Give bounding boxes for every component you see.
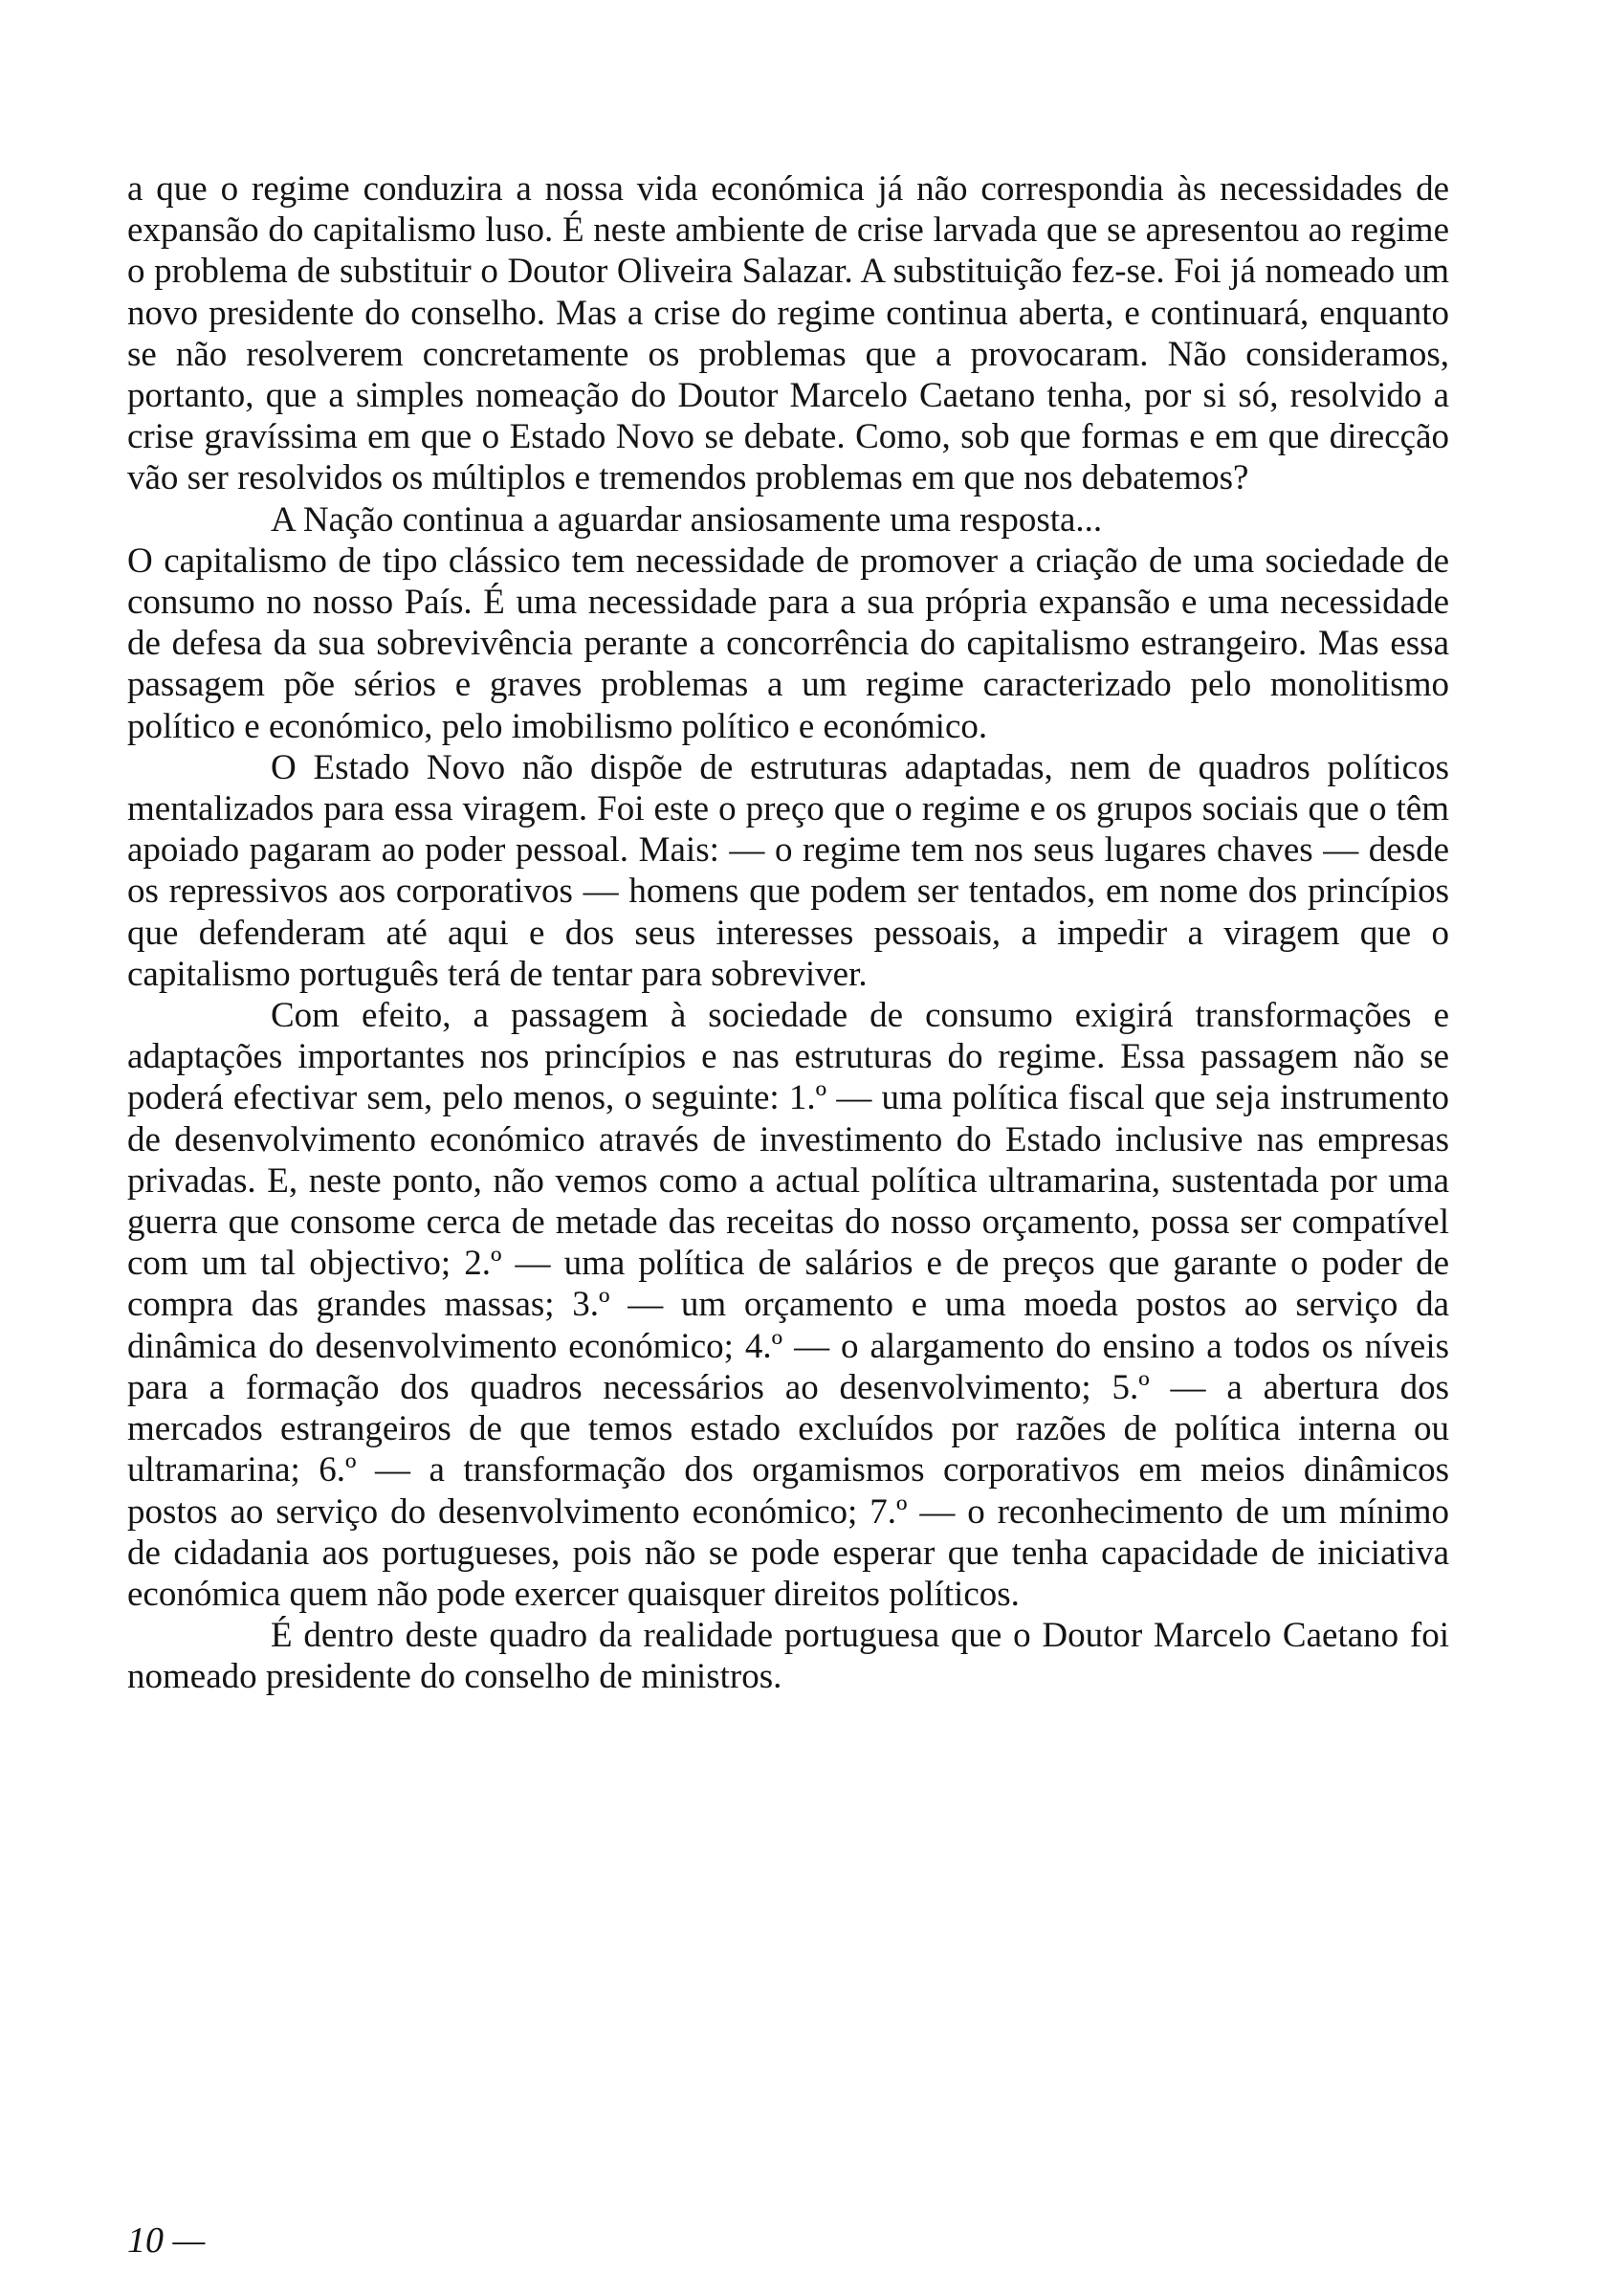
paragraph: A Nação continua a aguardar ansiosamente uma resposta...: [271, 499, 1103, 540]
paragraph: a que o regime conduzira a nossa vida económica já não correspondia às necessidades de expansão do capitalismo luso. É neste ambiente de crise larvada que se apresentou ao regime o problema de substituir o Doutor Oliveira Salazar. A substituição fez-se. Foi já nomeado um novo presidente do conselho. Mas a crise do regime continua aberta, e continuará, enquanto se não resolverem concretamente os problemas que a provocaram. Não consideramos, portanto, que a simples nomeação do Doutor Marcelo Caetano tenha, por si só, resolvido a crise gravíssima em que o Estado Novo se debate. Como, sob que formas e em que direcção vão ser resolvidos os múltiplos e tremendos problemas em que nos debatemos?: [127, 169, 1449, 498]
paragraph: O capitalismo de tipo clássico tem necessidade de promover a criação de uma sociedade de consumo no nosso País. É uma necessidade para a sua própria expansão e uma necessidade de defesa da sua sobrevivência perante a concorrência do capitalismo estrangeiro. Mas essa passagem põe sérios e graves problemas a um regime caracterizado pelo monolitismo político e económico, pelo imobilismo político e económico.: [127, 541, 1449, 746]
page-number: 10 —: [127, 2220, 206, 2261]
paragraph: Com efeito, a passagem à sociedade de consumo exigirá transformações e adaptações importantes nos princípios e nas estruturas do regime. Essa passagem não se poderá efectivar sem, pelo menos, o seguinte: 1.º — uma política fiscal que seja instrumento de desenvolvimento económico através de investimento do Estado inclusive nas empresas privadas. E, neste ponto, não vemos como a actual política ultramarina, sustentada por uma guerra que consome cerca de metade das receitas do nosso orçamento, possa ser compatível com um tal objectivo; 2.º — uma política de salários e de preços que garante o poder de compra das grandes massas; 3.º — um orçamento e uma moeda postos ao serviço da dinâmica do desenvolvimento económico; 4.º — o alargamento do ensino a todos os níveis para a formação dos quadros necessários ao desenvolvimento; 5.º — a abertura dos mercados estrangeiros de que temos estado excluídos por razões de política interna ou ultramarina; 6.º — a transformação dos orgamismos corporativos em meios dinâmicos postos ao serviço do desenvolvimento económico; 7.º — o reconhecimento de um mínimo de cidadania aos portugueses, pois não se pode esperar que tenha capacidade de iniciativa económica quem não pode exercer quaisquer direitos políticos.: [127, 996, 1449, 1614]
paragraph: É dentro deste quadro da realidade portuguesa que o Doutor Marcelo Caetano foi nomeado presidente do conselho de ministros.: [127, 1616, 1449, 1697]
document-body: [127, 168, 1449, 1698]
paragraph: O Estado Novo não dispõe de estruturas adaptadas, nem de quadros políticos mentalizados para essa viragem. Foi este o preço que o regime e os grupos sociais que o têm apoiado pagaram ao poder pessoal. Mais: — o regime tem nos seus lugares chaves — desde os repressivos aos corporativos — homens que podem ser tentados, em nome dos princípios que defenderam até aqui e dos seus interesses pessoais, a impedir a viragem que o capitalismo português terá de tentar para sobreviver.: [127, 747, 1449, 994]
